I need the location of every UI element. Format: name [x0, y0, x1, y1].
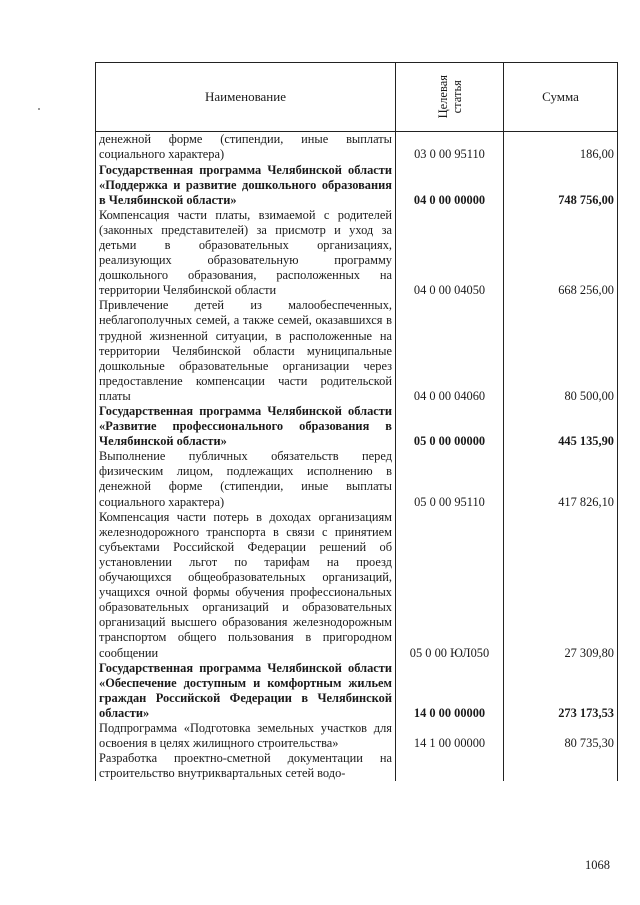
row-name: Подпрограмма «Подготовка земельных участков для освоения в целях жилищного строительства» — [96, 721, 396, 751]
table-row — [96, 298, 618, 404]
row-sum: 186,00 — [504, 132, 618, 163]
row-sum — [504, 751, 618, 781]
row-code: 03 0 00 95110 — [396, 132, 504, 163]
row-code — [396, 751, 504, 781]
budget-table — [95, 62, 618, 781]
row-sum: 445 135,90 — [504, 404, 618, 449]
row-sum: 80 500,00 — [504, 298, 618, 404]
row-sum: 27 309,80 — [504, 510, 618, 661]
header-sum: Сумма — [504, 63, 618, 132]
table-row — [96, 721, 618, 751]
page-number: 1068 — [585, 858, 610, 872]
table-row — [96, 661, 618, 721]
row-sum: 748 756,00 — [504, 163, 618, 208]
row-code: 04 0 00 04050 — [396, 208, 504, 299]
row-name: Выполнение публичных обязательств перед физическим лицом, подлежащих исполнению в денежной форме (стипендии, иные выплаты социального характера) — [96, 449, 396, 509]
row-name: Разработка проектно-сметной документации на строительство внутриквартальных сетей водо- — [96, 751, 396, 781]
row-sum: 668 256,00 — [504, 208, 618, 299]
row-name: Компенсация части потерь в доходах организациям железнодорожного транспорта в связи с принятием субъектами Российской Федерации решений об установлении льгот по тарифам на проезд обучающихся общеобразовательных организаций, учащихся очной формы обучения профессиональных образовательных организаций и образовательных организаций высшего образования железнодорожным транспортом общего пользования в пригородном сообщении — [96, 510, 396, 661]
row-code: 04 0 00 00000 — [396, 163, 504, 208]
row-sum: 273 173,53 — [504, 661, 618, 721]
header-target-article — [396, 63, 504, 132]
scan-artifact — [38, 108, 40, 110]
row-name: Компенсация части платы, взимаемой с родителей (законных представителей) за присмотр и уход за детьми в образовательных организациях, реализующих образовательную программу дошкольного образования, расположенных на территории Челябинской области — [96, 208, 396, 299]
row-name: Государственная программа Челябинской области «Поддержка и развитие дошкольного образования в Челябинской области» — [96, 163, 396, 208]
table-row — [96, 404, 618, 449]
row-code: 05 0 00 00000 — [396, 404, 504, 449]
row-name: денежной форме (стипендии, иные выплаты социального характера) — [96, 132, 396, 163]
table-row — [96, 510, 618, 661]
row-code: 14 0 00 00000 — [396, 661, 504, 721]
header-target-article-line1: Целевая — [435, 75, 450, 119]
table-row — [96, 208, 618, 299]
row-name: Государственная программа Челябинской области «Обеспечение доступным и комфортным жильем граждан Российской Федерации в Челябинской области» — [96, 661, 396, 721]
header-target-article-line2: статья — [449, 80, 464, 114]
row-code: 04 0 00 04060 — [396, 298, 504, 404]
table-row — [96, 449, 618, 509]
table-row — [96, 132, 618, 163]
header-name: Наименование — [96, 63, 396, 132]
row-sum: 80 735,30 — [504, 721, 618, 751]
row-code: 14 1 00 00000 — [396, 721, 504, 751]
row-sum: 417 826,10 — [504, 449, 618, 509]
row-name: Государственная программа Челябинской области «Развитие профессионального образования в Челябинской области» — [96, 404, 396, 449]
row-name: Привлечение детей из малообеспеченных, неблагополучных семей, а также семей, оказавшихся в трудной жизненной ситуации, в расположенные на территории Челябинской области муниципальные дошкольные образовательные организации через предоставление компенсации части родительской платы — [96, 298, 396, 404]
row-code: 05 0 00 ЮЛ050 — [396, 510, 504, 661]
table-row — [96, 163, 618, 208]
row-code: 05 0 00 95110 — [396, 449, 504, 509]
table-row — [96, 751, 618, 781]
table-header-row — [96, 63, 618, 132]
